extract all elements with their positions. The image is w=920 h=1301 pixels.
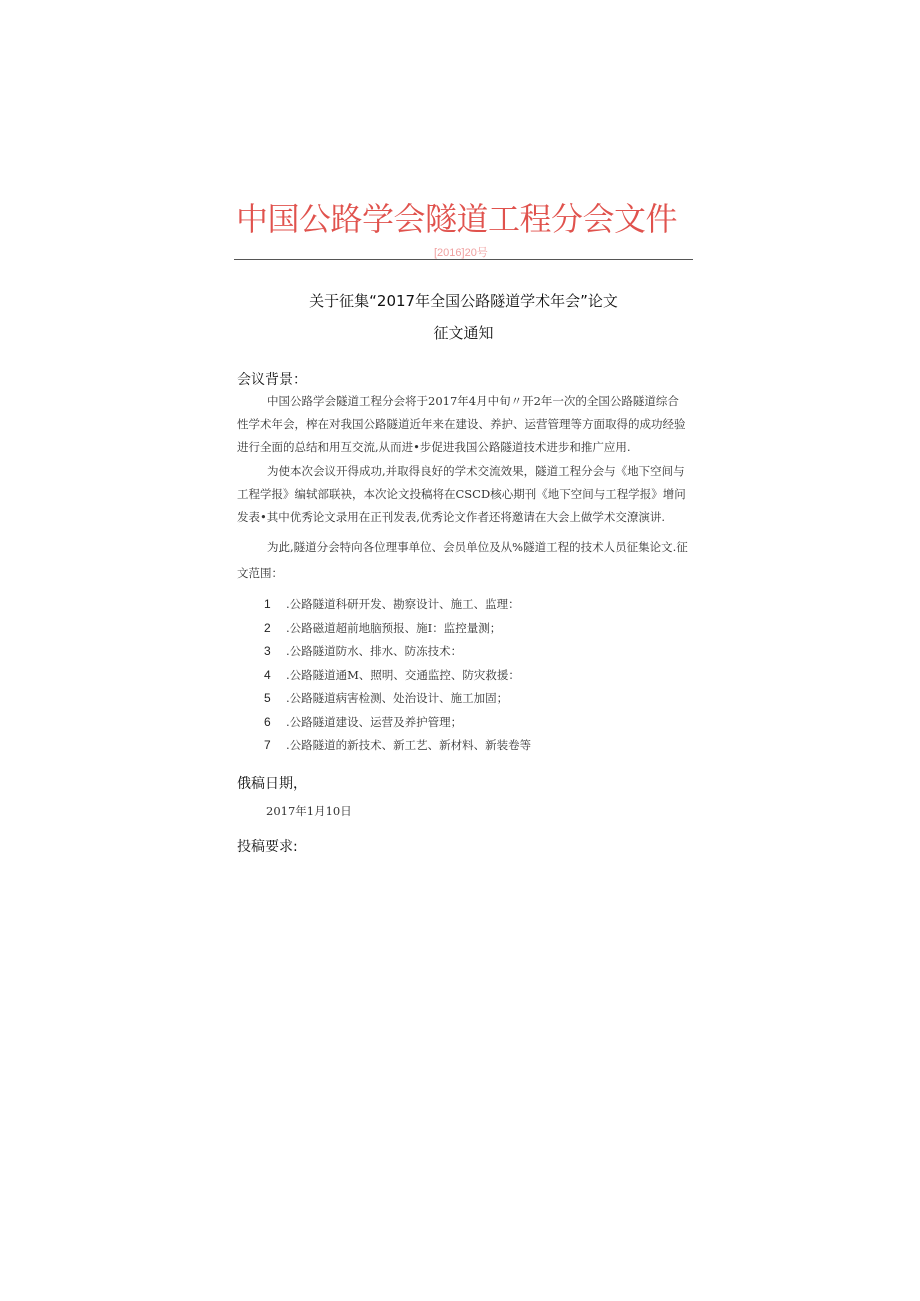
list-item-number: 4 <box>264 667 271 682</box>
deadline-date: 2017年1月10日 <box>266 804 352 818</box>
list-item-number: 3 <box>264 644 271 658</box>
paragraph-line: 中国公路学会隧道工程分会将于2017年4月中旬〃开2年一次的全国公路隧道综合 <box>267 394 679 408</box>
paragraph-line: 文范围： <box>237 566 283 580</box>
list-item <box>260 620 531 644</box>
document-number: [2016]20号 <box>434 247 488 259</box>
list-item-text: .公路磁道超前地脑预报、施I：监控量测； <box>286 620 502 635</box>
list-item-text: .公路隧道建设、运营及养护管理； <box>286 714 463 729</box>
list-item <box>260 690 531 714</box>
list-item-number: 6 <box>264 714 271 729</box>
background-heading: 会议背景： <box>237 372 307 388</box>
document-header-title: 中国公路学会隧道工程分会文件 <box>236 200 678 238</box>
paragraph-line: 工程学报》编轼部联袂，本次论文投稿将在CSCD核心期刊《地下空间与工程学报》增问 <box>237 487 686 501</box>
background-paragraph-3 <box>237 536 693 585</box>
paragraph-line: 为此,隧道分会特向各位理事单位、会员单位及从%隧道工程的技术人员征集论文.征 <box>267 540 688 554</box>
background-paragraph-1 <box>237 390 693 459</box>
list-item-text: .公路隧道病害检测、处治设计、施工加固； <box>286 691 509 705</box>
deadline-heading: 俄稿日期， <box>237 776 307 792</box>
list-item-text: .公路隧道的新技术、新工艺、新材料、新装卷等 <box>286 738 532 752</box>
paragraph-line: 进行全面的总结和用互交流,从而进•步促进我国公路隧道技术进步和推广应用. <box>237 440 631 454</box>
submission-heading: 投稿要求: <box>237 839 298 855</box>
paragraph-line: 性学术年会，榨在对我国公路隧道近年来在建设、养护、运营管理等方面取得的成功经验 <box>237 417 686 431</box>
header-divider <box>234 259 693 260</box>
paragraph-line: 为使本次会议开得成功,并取得良好的学术交流效果，隧道工程分会与《地下空间与 <box>267 464 685 478</box>
list-item-text: .公路隧道通M、照明、交通监控、防灾救援： <box>286 667 520 682</box>
list-item <box>260 643 531 667</box>
list-item <box>260 714 531 738</box>
list-item-number: 1 <box>264 597 271 611</box>
paragraph-line: 发表•其中优秀论文录用在正刊发表,优秀论文作者还将邀请在大会上做学术交潦演讲. <box>237 510 666 524</box>
list-item <box>260 596 531 620</box>
background-paragraph-2 <box>237 460 693 529</box>
list-item-number: 7 <box>264 738 271 752</box>
list-item <box>260 667 531 691</box>
scope-list <box>260 596 531 761</box>
notice-title-line1: 关于征集“2017年全国公路隧道学术年会”论文 <box>309 292 618 310</box>
list-item-text: .公路隧道防水、排水、防冻技术： <box>286 644 463 658</box>
list-item-number: 5 <box>264 691 271 705</box>
list-item-text: .公路隧道科研开发、勘察设计、施工、监理： <box>286 597 520 611</box>
notice-title-line2: 征文通知 <box>433 324 494 342</box>
list-item-number: 2 <box>264 620 271 635</box>
list-item <box>260 737 531 761</box>
